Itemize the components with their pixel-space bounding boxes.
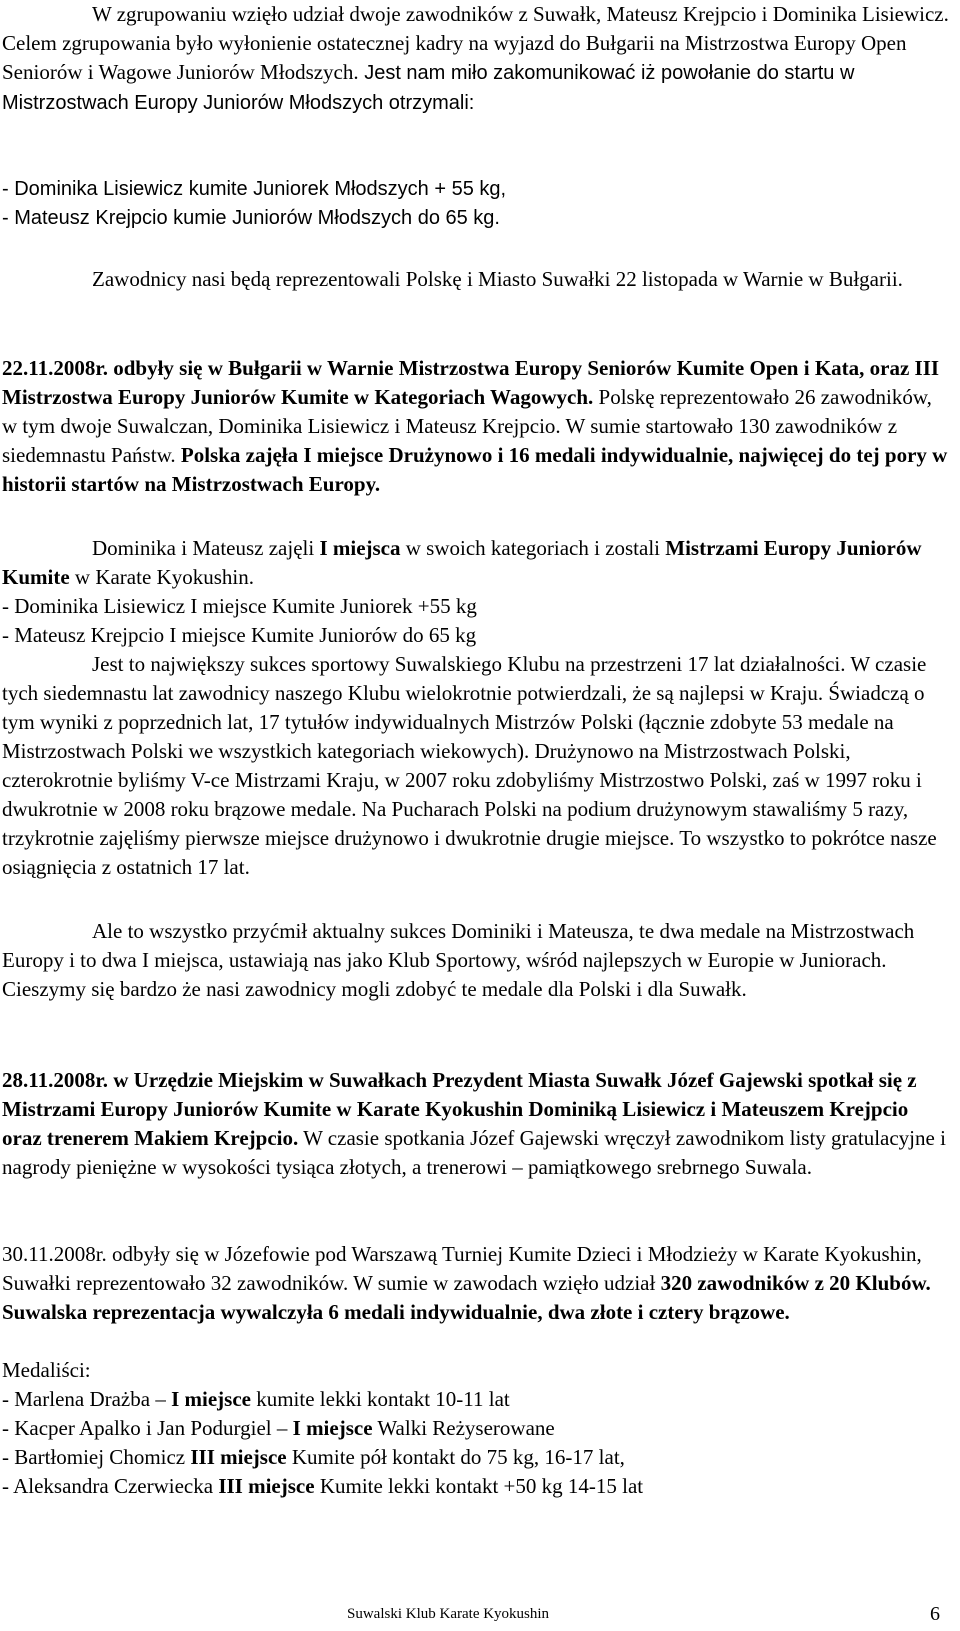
meeting-text: W czasie spotkania Józef Gajewski wręczył zawodnikom listy gratulacyjne i nagrody pieniężne w wysokości tysiąca złotych, a trenerowi – pamiątkowego srebrnego Suwala. — [2, 1126, 946, 1179]
medalist-item — [2, 1443, 950, 1472]
intro-paragraph — [2, 0, 950, 118]
champions-text-1: Dominika i Mateusz zajęli — [92, 536, 320, 560]
jozefow-tournament-paragraph — [2, 1240, 950, 1327]
medalist-place: III miejsce — [190, 1445, 287, 1469]
club-history-paragraph: Jest to największy sukces sportowy Suwalskiego Klubu na przestrzeni 17 lat działalności. W czasie tych siedemnastu lat zawodnicy naszego Klubu wielokrotnie potwierdzali, że są najlepsi w Kraju. Świadczą o tym wyniki z poprzednich lat, 17 tytułów indywidualnych Mistrzów Polski (łącznie zdobyte 53 medale na Mistrzostwach Polski we wszystkich kategoriach wiekowych). Drużynowo na Mistrzostwach Polski, czterokrotnie byliśmy V-ce Mistrzami Kraju, w 2007 roku zdobyliśmy Mistrzostwo Polski, zaś w 1997 roku i dwukrotnie w 2008 roku brązowe medale. Na Pucharach Polski na podium drużynowym stawaliśmy 5 razy, trzykrotnie zajęliśmy pierwsze miejsce drużynowo i dwukrotnie drugie miejsce. To wszystko to pokrótce nasze osiągnięcia z ostatnich 17 lat. — [2, 652, 937, 879]
champions-text-2: w swoich kategoriach i zostali — [400, 536, 666, 560]
result-list-item: - Mateusz Krejpcio I miejsce Kumite Juniorów do 65 kg — [2, 623, 477, 647]
championships-headline: 22.11.2008r. odbyły się w Bułgarii w Warnie Mistrzostwa Europy Seniorów Kumite Open i Kata, oraz III Mistrzostwa Europy Juniorów Kumite w Kategoriach Wagowych. — [2, 356, 940, 409]
tournament-text: 30.11.2008r. odbyły się w Józefowie pod Warszawą Turniej Kumite Dzieci i Młodzieży w Karate Kyokushin, Suwałki reprezentowało 32 zawodników. W sumie w zawodach wzięło udział — [2, 1242, 922, 1295]
champions-bold-1: I miejsca — [319, 536, 401, 560]
team-result-text: Polska zajęła I miejsce Drużynowo i 16 medali indywidualnie, najwięcej do tej pory w historii startów na Mistrzostwach Europy. — [2, 443, 948, 496]
success-paragraph: Ale to wszystko przyćmił aktualny sukces Dominiki i Mateusza, te dwa medale na Mistrzostwach Europy i to dwa I miejsca, ustawiają nas jako Klub Sportowy, wśród najlepszych w Europie w Juniorach. Cieszymy się bardzo że nasi zawodnicy mogli zdobyć te medale dla Polski i dla Suwałk. — [2, 919, 915, 1001]
champions-bold-2: Mistrzami Europy Juniorów Kumite — [2, 536, 922, 589]
medalist-category: Kumite lekki kontakt +50 kg 14-15 lat — [314, 1474, 644, 1498]
medalist-name: - Marlena Drażba – — [2, 1387, 172, 1411]
european-championships-paragraph — [2, 354, 950, 499]
medalist-category: Walki Reżyserowane — [372, 1416, 555, 1440]
champions-text-3: w Karate Kyokushin. — [69, 565, 254, 589]
medalist-name: - Bartłomiej Chomicz — [2, 1445, 191, 1469]
tournament-result-text: 320 zawodników z 20 Klubów. Suwalska reprezentacja wywalczyła 6 medali indywidualnie, dwa złote i cztery brązowe. — [2, 1271, 931, 1324]
meeting-headline: 28.11.2008r. w Urzędzie Miejskim w Suwałkach Prezydent Miasta Suwałk Józef Gajewski spotkał się z Mistrzami Europy Juniorów Kumite w Karate Kyokushin Dominiką Lisiewicz i Mateuszem Krejpcio oraz trenerem Makiem Krejpcio. — [2, 1068, 917, 1150]
medalist-category: kumite lekki kontakt 10-11 lat — [250, 1387, 510, 1411]
callup-text: Jest nam miło zakomunikować iż powołanie do startu w Mistrzostwach Europy Juniorów Młodszych otrzymali: — [2, 62, 855, 114]
page-footer: Suwalski Klub Karate Kyokushin — [347, 1606, 550, 1622]
championships-text: Polskę reprezentowało 26 zawodników, w tym dwoje Suwalczan, Dominika Lisiewicz i Mateusz Krejpcio. W sumie startowało 130 zawodników z siedemnastu Państw. — [2, 385, 932, 467]
medalist-item — [2, 1385, 950, 1414]
champions-paragraph — [2, 534, 950, 592]
intro-text: W zgrupowaniu wzięło udział dwoje zawodników z Suwałk, Mateusz Krejpcio i Dominika Lisiewicz. Celem zgrupowania było wyłonienie ostatecznej kadry na wyjazd do Bułgarii na Mistrzostwa Europy Open Seniorów i Wagowe Juniorów Młodszych. — [2, 2, 949, 84]
medalist-category: Kumite pół kontakt do 75 kg, 16-17 lat, — [286, 1445, 625, 1469]
medalist-name: - Kacper Apalko i Jan Podurgiel – — [2, 1416, 293, 1440]
medalists-label: Medaliści: — [2, 1358, 91, 1382]
callup-list-item: - Mateusz Krejpcio kumie Juniorów Młodszych do 65 kg. — [2, 207, 500, 229]
city-hall-meeting-paragraph — [2, 1066, 950, 1182]
medalist-item — [2, 1472, 950, 1501]
callup-list-item: - Dominika Lisiewicz kumite Juniorek Młodszych + 55 kg, — [2, 178, 507, 200]
medalist-item — [2, 1414, 950, 1443]
medalist-name: - Aleksandra Czerwiecka — [2, 1474, 219, 1498]
medalist-place: I miejsce — [171, 1387, 251, 1411]
representation-paragraph: Zawodnicy nasi będą reprezentowali Polskę i Miasto Suwałki 22 listopada w Warnie w Bułgarii. — [92, 267, 903, 291]
medalist-place: I miejsce — [292, 1416, 373, 1440]
result-list-item: - Dominika Lisiewicz I miejsce Kumite Juniorek +55 kg — [2, 594, 477, 618]
medalist-place: III miejsce — [218, 1474, 315, 1498]
page-number: 6 — [930, 1603, 940, 1625]
